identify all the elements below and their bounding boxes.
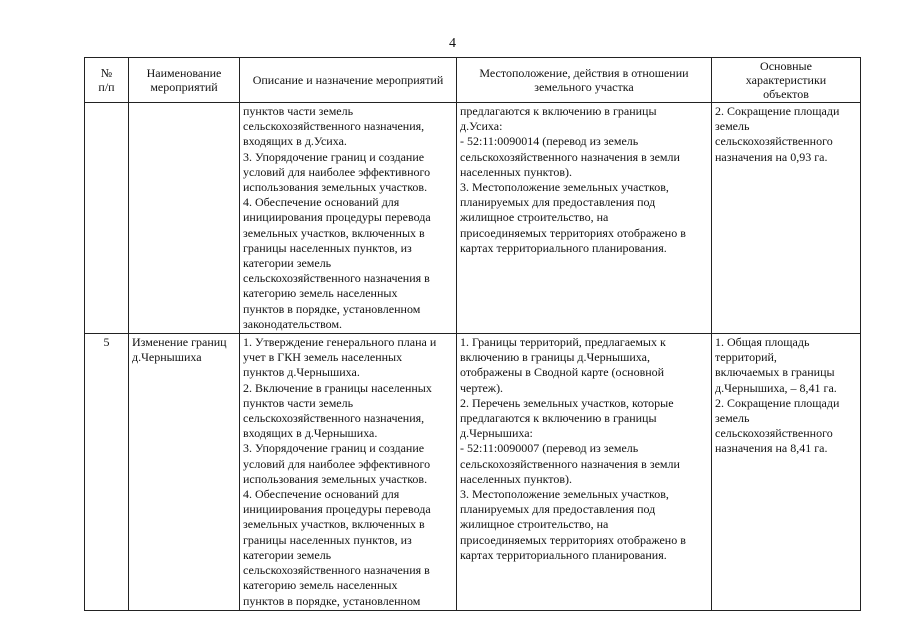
cell-line: сельскохозяйственного xyxy=(715,426,833,441)
header-line: характеристики xyxy=(745,73,827,87)
cell-line: 1. Общая площадь xyxy=(715,335,810,350)
cell-line: назначения на 0,93 га. xyxy=(715,149,828,164)
cell-line: земельных участков, включенных в xyxy=(243,225,425,240)
cell-line: 3. Местоположение земельных участков, xyxy=(460,180,669,195)
cell-line: присоединяемых территориях отображено в xyxy=(460,225,686,240)
cell-line: д.Усиха: xyxy=(460,119,503,134)
cell-line: территорий, xyxy=(715,350,777,365)
cell-line: предлагаются к включению в границы xyxy=(460,411,657,426)
cell-line: Изменение границ xyxy=(132,335,227,350)
cell-line: - 52:11:0090014 (перевод из земель xyxy=(460,134,639,149)
cell-line: сельскохозяйственного назначения в xyxy=(243,271,430,286)
cell-line: картах территориального планирования. xyxy=(460,547,667,562)
cell-line: инициирования процедуры перевода xyxy=(243,502,431,517)
cell-line: 2. Включение в границы населенных xyxy=(243,380,432,395)
cell-line: 3. Местоположение земельных участков, xyxy=(460,487,669,502)
cell-line: пунктов в порядке, установленном xyxy=(243,301,421,316)
cell-line: входящих в д.Усиха. xyxy=(243,134,347,149)
cell-line: использования земельных участков. xyxy=(243,180,428,195)
cell-line: 4. Обеспечение оснований для xyxy=(243,487,400,502)
cell-line: отображены в Сводной карте (основной xyxy=(460,365,665,380)
row-name-cell xyxy=(129,103,240,334)
cell-line: сельскохозяйственного назначения в земли xyxy=(460,149,680,164)
measures-table xyxy=(84,57,861,611)
cell-line: категорию земель населенных xyxy=(243,578,398,593)
cell-line: 2. Сокращение площади xyxy=(715,104,840,118)
cell-line: земель xyxy=(715,119,750,134)
cell-line: населенных пунктов). xyxy=(460,164,573,179)
cell-line: сельскохозяйственного назначения, xyxy=(243,411,425,426)
cell-line: д.Чернышиха xyxy=(132,350,202,365)
header-name xyxy=(129,58,240,103)
cell-line: 2. Сокращение площади xyxy=(715,395,840,410)
cell-line: включению в границы д.Чернышиха, xyxy=(460,350,650,365)
row-description-cell xyxy=(240,103,457,334)
row-characteristics-cell xyxy=(712,334,861,611)
cell-line: сельскохозяйственного xyxy=(715,134,833,149)
header-line: Основные xyxy=(760,59,812,73)
cell-line: - 52:11:0090007 (перевод из земель xyxy=(460,441,639,456)
cell-line: учет в ГКН земель населенных xyxy=(243,350,403,365)
cell-line: 3. Упорядочение границ и создание xyxy=(243,149,425,164)
cell-line: предлагаются к включению в границы xyxy=(460,104,657,118)
cell-line: жилищное строительство, на xyxy=(460,210,609,225)
header-line: мероприятий xyxy=(150,80,218,94)
cell-line: 3. Упорядочение границ и создание xyxy=(243,441,425,456)
row-number-cell: 5 xyxy=(85,334,129,611)
row-location-cell xyxy=(457,103,712,334)
cell-line: планируемых для предоставления под xyxy=(460,195,656,210)
cell-line: условий для наиболее эффективного xyxy=(243,164,431,179)
header-line: Местоположение, действия в отношении xyxy=(479,66,689,80)
row-description-cell xyxy=(240,334,457,611)
header-line: земельного участка xyxy=(534,80,634,94)
cell-line: сельскохозяйственного назначения в xyxy=(243,563,430,578)
row-number-cell xyxy=(85,103,129,334)
page-number: 4 xyxy=(449,36,456,51)
cell-line: сельскохозяйственного назначения в земли xyxy=(460,456,680,471)
header-description xyxy=(240,58,457,103)
header-line: п/п xyxy=(98,80,115,94)
cell-line: пунктов части земель xyxy=(243,104,354,118)
header-number xyxy=(85,58,129,103)
cell-line: условий для наиболее эффективного xyxy=(243,456,431,471)
cell-line: чертеж). xyxy=(460,380,504,395)
cell-line: категории земель xyxy=(243,256,332,271)
row-location-cell xyxy=(457,334,712,611)
header-location xyxy=(457,58,712,103)
header-characteristics xyxy=(712,58,861,103)
cell-line: 4. Обеспечение оснований для xyxy=(243,195,400,210)
header-line: объектов xyxy=(763,87,809,101)
table-header-row xyxy=(85,58,861,103)
cell-line: жилищное строительство, на xyxy=(460,517,609,532)
cell-line: картах территориального планирования. xyxy=(460,240,667,255)
header-line: Описание и назначение мероприятий xyxy=(252,73,444,87)
cell-line: входящих в д.Чернышиха. xyxy=(243,426,378,441)
cell-line: присоединяемых территориях отображено в xyxy=(460,532,686,547)
cell-line: категории земель xyxy=(243,547,332,562)
cell-line: населенных пунктов). xyxy=(460,471,573,486)
cell-line: пунктов части земель xyxy=(243,395,354,410)
cell-line: пунктов в порядке, установленном xyxy=(243,593,421,608)
table-row xyxy=(85,334,861,611)
cell-line: д.Чернышиха, – 8,41 га. xyxy=(715,380,837,395)
cell-line: категорию земель населенных xyxy=(243,286,398,301)
cell-line: 1. Утверждение генерального плана и xyxy=(243,335,437,350)
cell-line: сельскохозяйственного назначения, xyxy=(243,119,425,134)
row-name-cell xyxy=(129,334,240,611)
cell-line: пунктов д.Чернышиха. xyxy=(243,365,360,380)
cell-line: использования земельных участков. xyxy=(243,471,428,486)
cell-line: планируемых для предоставления под xyxy=(460,502,656,517)
cell-line: границы населенных пунктов, из xyxy=(243,532,412,547)
cell-line: 2. Перечень земельных участков, которые xyxy=(460,395,674,410)
cell-line: включаемых в границы xyxy=(715,365,835,380)
table-row xyxy=(85,103,861,334)
cell-line: законодательством. xyxy=(243,316,343,331)
cell-line: земельных участков, включенных в xyxy=(243,517,425,532)
header-line: Наименование xyxy=(146,66,222,80)
cell-line: д.Чернышиха: xyxy=(460,426,533,441)
cell-line: земель xyxy=(715,411,750,426)
row-characteristics-cell xyxy=(712,103,861,334)
cell-line: назначения на 8,41 га. xyxy=(715,441,828,456)
header-line: № xyxy=(100,66,113,80)
cell-line: инициирования процедуры перевода xyxy=(243,210,431,225)
cell-line: 1. Границы территорий, предлагаемых к xyxy=(460,335,666,350)
cell-line: границы населенных пунктов, из xyxy=(243,240,412,255)
